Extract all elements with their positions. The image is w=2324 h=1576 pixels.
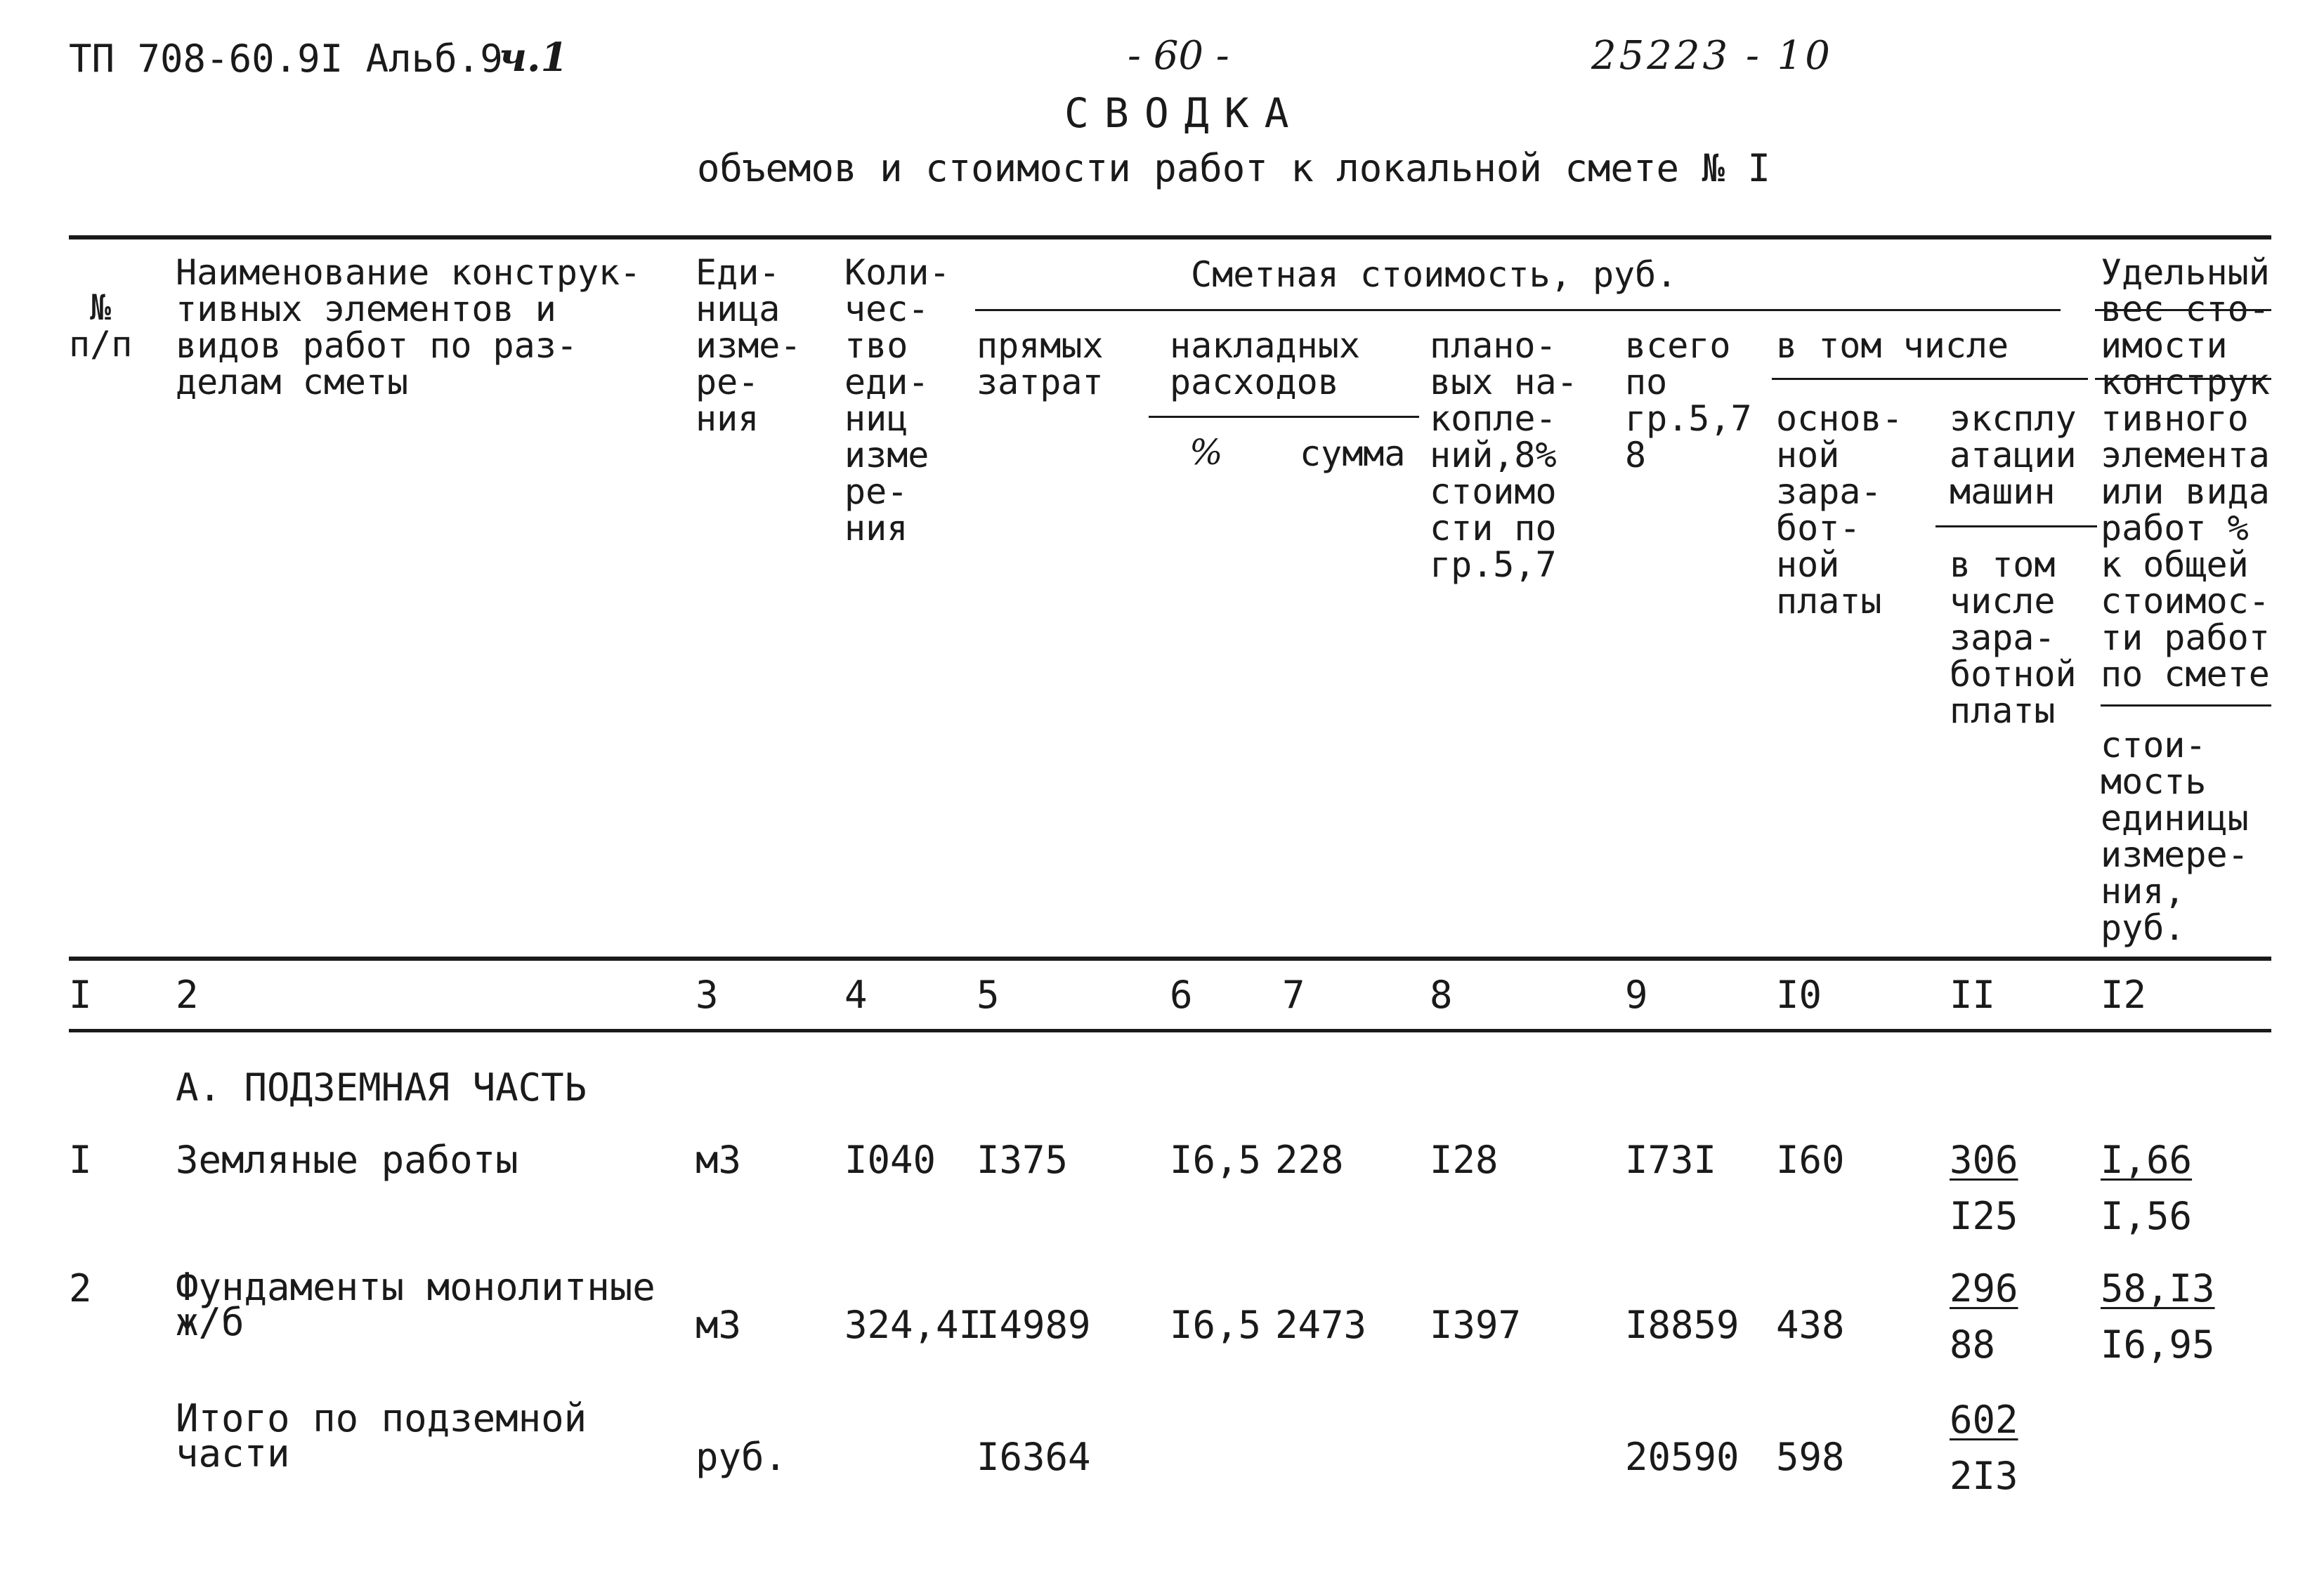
col-number-12: I2 bbox=[2101, 973, 2147, 1017]
table-top-rule bbox=[69, 235, 2271, 239]
col-number-6: 6 bbox=[1170, 973, 1193, 1017]
row-1-unit-cost: I,56 bbox=[2101, 1194, 2193, 1238]
row-2-overhead-sum: 2473 bbox=[1275, 1303, 1367, 1347]
row-2-direct: I4989 bbox=[977, 1303, 1091, 1347]
section-title: А. ПОДЗЕМНАЯ ЧАСТЬ bbox=[176, 1065, 587, 1110]
row-1-total: I73I bbox=[1625, 1138, 1717, 1182]
col-header-overhead-sum: сумма bbox=[1300, 433, 1406, 474]
col-header-name: Наименование конструк- тивных элементов и видов работ по раз- делам сметы bbox=[176, 252, 641, 402]
overhead-rule bbox=[1149, 416, 1419, 418]
row-1-share: I,66 bbox=[2101, 1138, 2193, 1182]
cost-group-rule bbox=[975, 309, 2061, 311]
col-number-1: I bbox=[69, 973, 92, 1017]
incl-rule bbox=[1772, 378, 2088, 380]
row-1-base-wage: I60 bbox=[1776, 1138, 1845, 1182]
row-1-qty: I040 bbox=[844, 1138, 936, 1182]
row-2-unit: м3 bbox=[696, 1303, 742, 1347]
col-header-planned: плано- вых на- копле- ний,8% стоимо сти по гр.5,7 bbox=[1430, 325, 1578, 585]
col-number-7: 7 bbox=[1282, 973, 1305, 1017]
subtotal-base-wage: 598 bbox=[1776, 1435, 1845, 1479]
row-2-machines-wage: 88 bbox=[1950, 1322, 1996, 1367]
subtotal-machines-wage: 2I3 bbox=[1950, 1454, 2018, 1498]
row-1-unit: м3 bbox=[696, 1138, 742, 1182]
col-header-num: № п/п bbox=[69, 287, 133, 365]
subtotal-direct: I6364 bbox=[977, 1435, 1091, 1479]
document-title: СВОДКА bbox=[1064, 89, 1305, 137]
col-header-overhead-pct: % bbox=[1189, 432, 1223, 473]
col-header-qty: Коли- чес- тво еди- ниц изме ре- ния bbox=[844, 252, 951, 549]
col-number-9: 9 bbox=[1625, 973, 1648, 1017]
col-header-machines-wage: в том числе зара- ботной платы bbox=[1950, 544, 2077, 731]
col-header-unit: Еди- ница изме- ре- ния bbox=[696, 252, 802, 439]
row-2-share: 58,I3 bbox=[2101, 1266, 2215, 1311]
row-1-machines-wage: I25 bbox=[1950, 1194, 2018, 1238]
subtotal-name: Итого по подземной части bbox=[176, 1396, 587, 1476]
col-numbers-rule bbox=[69, 1029, 2271, 1032]
unit-cost-rule bbox=[2101, 704, 2271, 707]
subtotal-machines: 602 bbox=[1950, 1398, 2018, 1442]
row-1-name: Земляные работы bbox=[176, 1138, 518, 1182]
col-header-base-wage: основ- ной зара- бот- ной платы bbox=[1776, 398, 1903, 622]
col-header-machines: эксплу атации машин bbox=[1950, 398, 2077, 512]
row-1-num: I bbox=[69, 1138, 92, 1182]
col-number-3: 3 bbox=[696, 973, 719, 1017]
row-2-num: 2 bbox=[69, 1266, 92, 1311]
sheet-code: 25223 - 10 bbox=[1591, 33, 1833, 79]
col-number-8: 8 bbox=[1430, 973, 1453, 1017]
col-header-overhead: накладных расходов bbox=[1170, 325, 1360, 402]
row-1-machines: 306 bbox=[1950, 1138, 2018, 1182]
row-1-overhead-pct: I6,5 bbox=[1170, 1138, 1262, 1182]
document-subtitle: объемов и стоимости работ к локальной смете № I bbox=[697, 146, 1771, 190]
row-2-overhead-pct: I6,5 bbox=[1170, 1303, 1262, 1347]
row-2-machines: 296 bbox=[1950, 1266, 2018, 1311]
row-1-overhead-sum: 228 bbox=[1275, 1138, 1344, 1182]
row-1-planned: I28 bbox=[1430, 1138, 1499, 1182]
col-number-2: 2 bbox=[176, 973, 199, 1017]
col-number-11: II bbox=[1950, 973, 1996, 1017]
page-number: - 60 - bbox=[1128, 33, 1229, 79]
subtotal-unit: руб. bbox=[696, 1435, 788, 1479]
col-number-5: 5 bbox=[977, 973, 1000, 1017]
part-mark: ч.1 bbox=[499, 34, 568, 81]
machines-rule bbox=[1935, 525, 2097, 527]
row-2-planned: I397 bbox=[1430, 1303, 1522, 1347]
row-2-qty: 324,4I bbox=[844, 1303, 982, 1347]
document-code: ТП 708-60.9I Альб.9 bbox=[69, 37, 503, 81]
row-2-base-wage: 438 bbox=[1776, 1303, 1845, 1347]
row-1-direct: I375 bbox=[977, 1138, 1069, 1182]
row-2-name: Фундаменты монолитные ж/б bbox=[176, 1265, 655, 1344]
col-header-unit-cost: стои- мость единицы измере- ния, руб. bbox=[2101, 725, 2249, 948]
row-2-unit-cost: I6,95 bbox=[2101, 1322, 2215, 1367]
col-header-share: Удельный вес сто- имости конструк тивного элемента или вида работ % к общей стоимос- ти работ по смете bbox=[2101, 252, 2270, 695]
header-bottom-rule bbox=[69, 957, 2271, 961]
subtotal-total: 20590 bbox=[1625, 1435, 1739, 1479]
col-number-4: 4 bbox=[844, 973, 868, 1017]
col-header-incl: в том числе bbox=[1776, 325, 2009, 366]
col-number-10: I0 bbox=[1776, 973, 1822, 1017]
row-2-total: I8859 bbox=[1625, 1303, 1739, 1347]
col-header-direct: прямых затрат bbox=[977, 325, 1104, 402]
col-header-total: всего по гр.5,7 8 bbox=[1625, 325, 1752, 475]
col-header-cost-group: Сметная стоимость, руб. bbox=[1191, 254, 1678, 295]
